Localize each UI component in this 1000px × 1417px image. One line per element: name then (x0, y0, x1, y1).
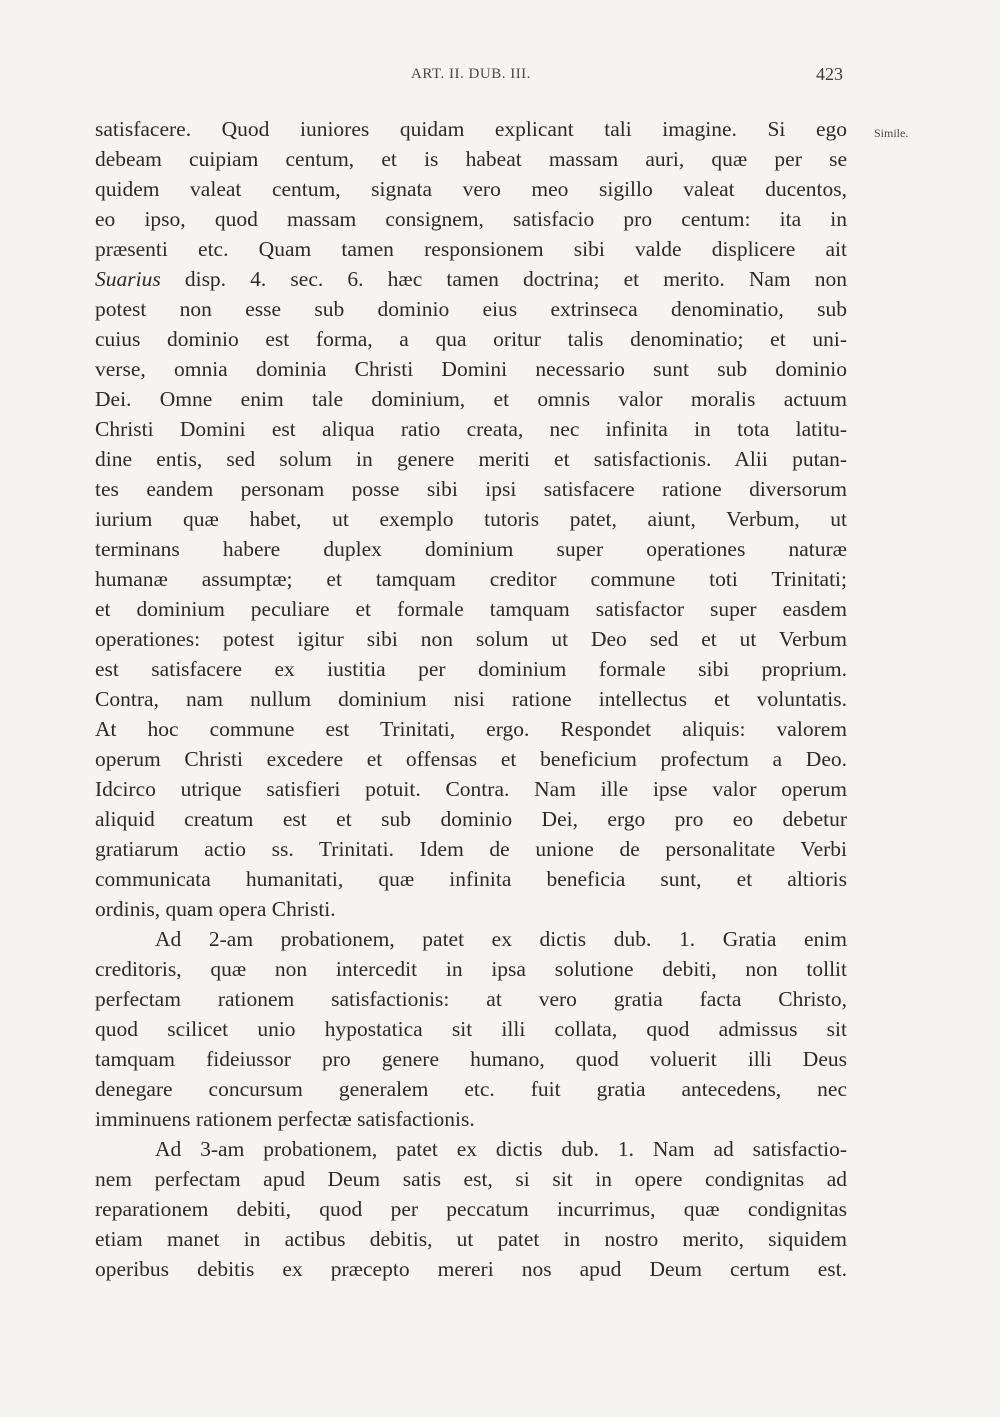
text-line: aliquid creatum est et sub dominio Dei, ergo pro eo debetur (95, 807, 847, 831)
text-line: iurium quæ habet, ut exemplo tutoris patet, aiunt, Verbum, ut (95, 507, 847, 531)
text-line: eo ipso, quod massam consignem, satisfacio pro centum: ita in (95, 207, 847, 231)
text-line: Contra, nam nullum dominium nisi ratione intellectus et voluntatis. (95, 687, 847, 711)
text-line: gratiarum actio ss. Trinitati. Idem de unione de personalitate Verbi (95, 837, 847, 861)
text-line: debeam cuipiam centum, et is habeat massam auri, quæ per se (95, 147, 847, 171)
running-head (95, 66, 847, 88)
text-line: etiam manet in actibus debitis, ut patet in nostro merito, siquidem (95, 1227, 847, 1251)
body-text (95, 114, 847, 1284)
text-line: imminuens rationem perfectæ satisfactionis. (95, 1107, 475, 1131)
text-line: operum Christi excedere et offensas et beneficium profectum a Deo. (95, 747, 847, 771)
text-line: nem perfectam apud Deum satis est, si sit in opere condignitas ad (95, 1167, 847, 1191)
text-line: verse, omnia dominia Christi Domini necessario sunt sub dominio (95, 357, 847, 381)
text-line: satisfacere. Quod iuniores quidam explicant tali imagine. Si ego (95, 117, 847, 141)
text-line: Idcirco utrique satisfieri potuit. Contra. Nam ille ipse valor operum (95, 777, 847, 801)
text-line: cuius dominio est forma, a qua oritur talis denominatio; et uni- (95, 327, 847, 351)
text-line: tes eandem personam posse sibi ipsi satisfacere ratione diversorum (95, 477, 847, 501)
running-title: ART. II. DUB. III. (411, 66, 531, 82)
text-line: dine entis, sed solum in genere meriti et satisfactionis. Alii putan- (95, 447, 847, 471)
paragraph-start: Ad 3-am probationem, patet ex dictis dub. 1. Nam ad satisfactio- (155, 1137, 847, 1161)
text-line: operibus debitis ex præcepto mereri nos apud Deum certum est. (95, 1257, 847, 1281)
text-line: quidem valeat centum, signata vero meo sigillo valeat ducentos, (95, 177, 847, 201)
text-line: est satisfacere ex iustitia per dominium formale sibi proprium. (95, 657, 847, 681)
text-line: terminans habere duplex dominium super operationes naturæ (95, 537, 847, 561)
text-line: perfectam rationem satisfactionis: at vero gratia facta Christo, (95, 987, 847, 1011)
text-line: Christi Domini est aliqua ratio creata, nec infinita in tota latitu- (95, 417, 847, 441)
text-line: præsenti etc. Quam tamen responsionem sibi valde displicere ait (95, 237, 847, 261)
text-line: potest non esse sub dominio eius extrinseca denominatio, sub (95, 297, 847, 321)
text-line: communicata humanitati, quæ infinita beneficia sunt, et altioris (95, 867, 847, 891)
margin-note: Simile. (874, 126, 909, 140)
text-line-with-citation (95, 264, 847, 294)
text-line: quod scilicet unio hypostatica sit illi collata, quod admissus sit (95, 1017, 847, 1041)
text-line: operationes: potest igitur sibi non solum ut Deo sed et ut Verbum (95, 627, 847, 651)
text-line: reparationem debiti, quod per peccatum incurrimus, quæ condignitas (95, 1197, 847, 1221)
text-line: tamquam fideiussor pro genere humano, quod voluerit illi Deus (95, 1047, 847, 1071)
page-number: 423 (816, 64, 843, 84)
paragraph-start: Ad 2-am probationem, patet ex dictis dub. 1. Gratia enim (155, 927, 847, 951)
text-line: et dominium peculiare et formale tamquam satisfactor super easdem (95, 597, 847, 621)
text-line: Dei. Omne enim tale dominium, et omnis valor moralis actuum (95, 387, 847, 411)
text-line: humanæ assumptæ; et tamquam creditor commune toti Trinitati; (95, 567, 847, 591)
text-line: creditoris, quæ non intercedit in ipsa solutione debiti, non tollit (95, 957, 847, 981)
text-line: denegare concursum generalem etc. fuit gratia antecedens, nec (95, 1077, 847, 1101)
text-line: At hoc commune est Trinitati, ergo. Respondet aliquis: valorem (95, 717, 847, 741)
text-line: ordinis, quam opera Christi. (95, 897, 336, 921)
text-line-rest: disp. 4. sec. 6. hæc tamen doctrina; et merito. Nam non (184, 267, 847, 291)
cited-author: Suarius (95, 267, 161, 291)
